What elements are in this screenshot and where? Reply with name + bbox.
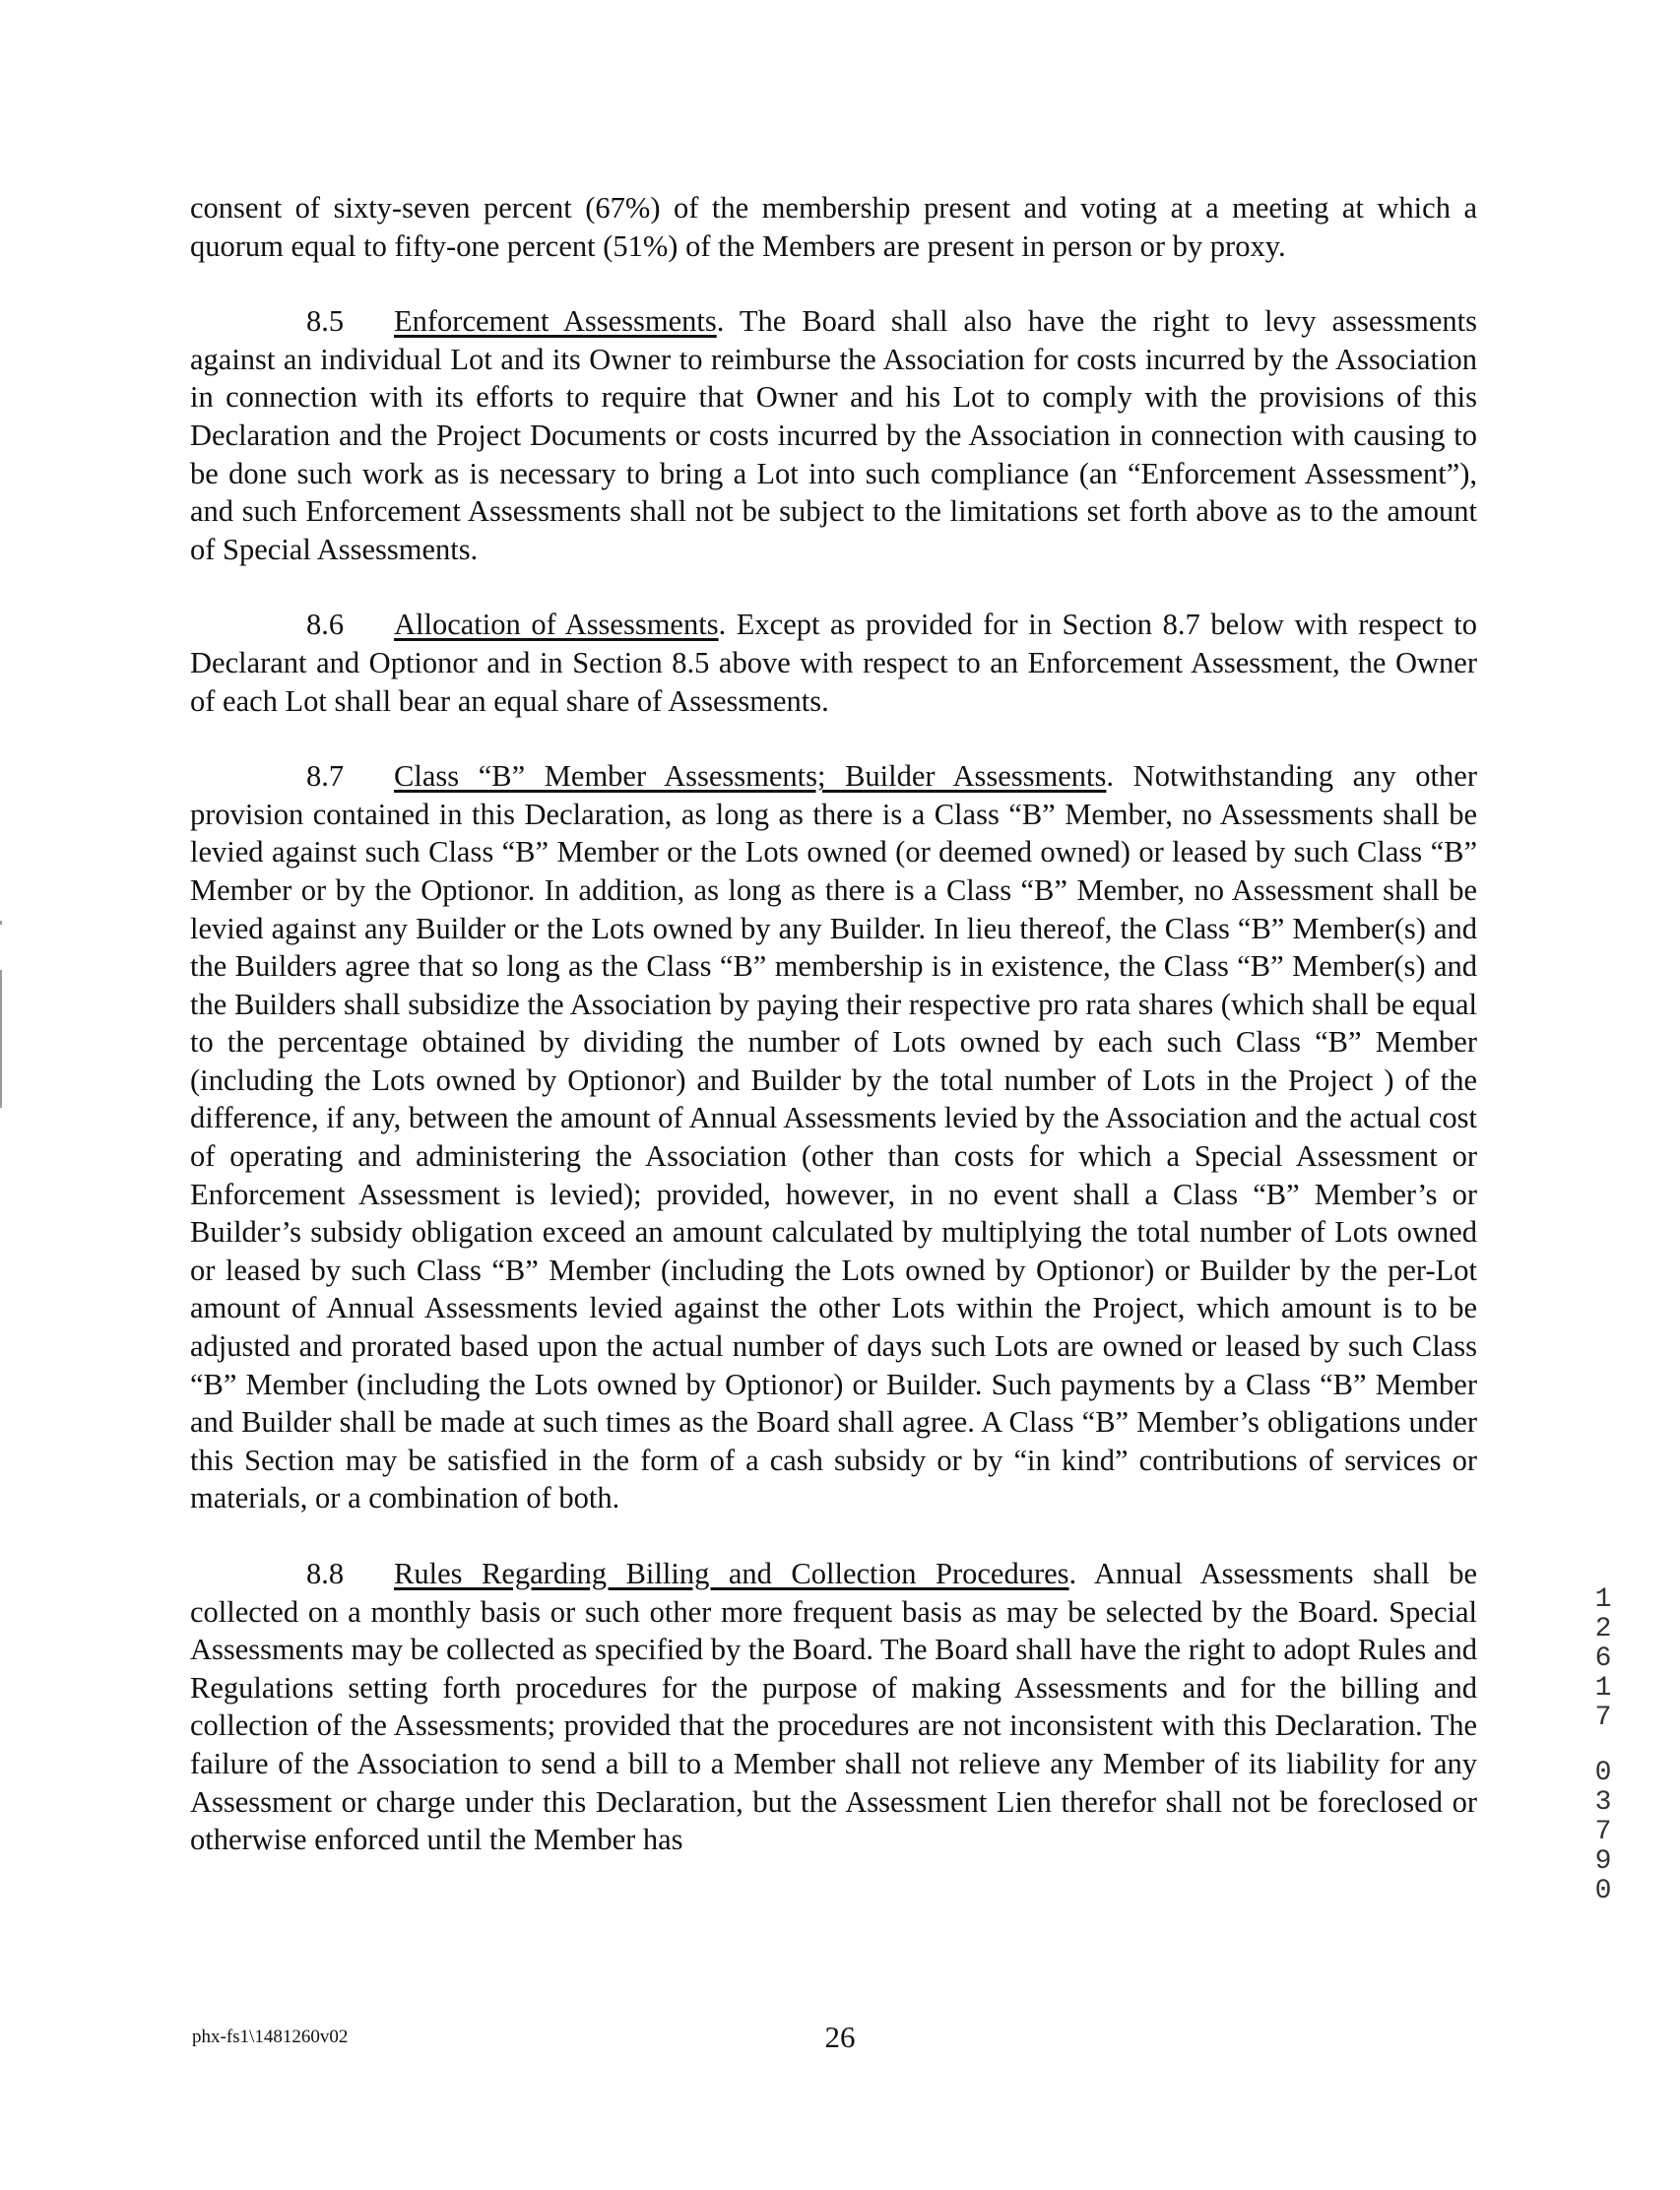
section-number: 8.6 (306, 608, 345, 642)
section-body: . Except as provided for in Section 8.7 below with respect to Declarant and Optionor and in Section 8.5 above with respect to an Enforcement Assessment, the Owner of each Lot shall bear an equal share of Assessments. (190, 608, 1477, 718)
section-number: 8.7 (306, 759, 345, 794)
stamp-digit: 6 (1594, 1643, 1612, 1674)
section-heading: Allocation of Assessments (394, 608, 719, 642)
stamp-digit: 1 (1594, 1584, 1612, 1615)
section-8-6 (190, 606, 1477, 720)
stamp-digit: 1 (1594, 1673, 1612, 1704)
stamp-digit: 9 (1594, 1846, 1612, 1877)
page-number: 26 (824, 2020, 856, 2054)
section-8-5 (190, 302, 1477, 568)
recording-number-stamp (1583, 1585, 1623, 1906)
section-number: 8.8 (306, 1557, 345, 1590)
stamp-digit: 7 (1594, 1703, 1612, 1733)
stamp-digit: 2 (1594, 1614, 1612, 1644)
paragraph-intro (190, 189, 1477, 265)
footer-document-id: phx-fs1\1481260v02 (192, 2027, 349, 2047)
scan-edge-mark (0, 970, 2, 1108)
section-body: . Annual Assessments shall be collected on a monthly basis or such other more frequent basis as may be selected by the Board. Special Assessments may be collected as specified by the Board. The Board shall have the right to adopt Rules and Regulations setting forth procedures for the purpose of making Assessments and for the billing and collection of the Assessments; provided that the procedures are not inconsistent with this Declaration. The failure of the Association to send a bill to a Member shall not relieve any Member of its liability for any Assessment or charge under this Declaration, but the Assessment Lien therefor shall not be foreclosed or otherwise enforced until the Member has (190, 1557, 1477, 1857)
section-8-8 (190, 1555, 1477, 1859)
stamp-digit: 0 (1594, 1758, 1612, 1788)
section-body: . Notwithstanding any other provision contained in this Declaration, as long as there is a Class “B” Member, no Assessments shall be levied against such Class “B” Member or the Lots owned (or deemed owned) or leased by such Class “B” Member or by the Optionor. In addition, as long as there is a Class “B” Member, no Assessment shall be levied against any Builder or the Lots owned by any Builder. In lieu thereof, the Class “B” Member(s) and the Builders agree that so long as the Class “B” membership is in existence, the Class “B” Member(s) and the Builders shall subsidize the Association by paying their respective pro rata shares (which shall be equal to the percentage obtained by dividing the number of Lots owned by each such Class “B” Member (including the Lots owned by Optionor) and Builder by the total number of Lots in the Project ) of the difference, if any, between the amount of Annual Assessments levied by the Association and the actual cost of operating and administering the Association (other than costs for which a Special Assessment or Enforcement Assessment is levied); provided, however, in no event shall a Class “B” Member’s or Builder’s subsidy obligation exceed an amount calculated by multiplying the total number of Lots owned or leased by such Class “B” Member (including the Lots owned by Optionor) or Builder by the per-Lot amount of Annual Assessments levied against the other Lots within the Project, which amount is to be adjusted and prorated based upon the actual number of days such Lots are owned or leased by such Class “B” Member (including the Lots owned by Optionor) or Builder. Such payments by a Class “B” Member and Builder shall be made at such times as the Board shall agree. A Class “B” Member’s obligations under this Section may be satisfied in the form of a cash subsidy or by “in kind” contributions of services or materials, or a combination of both. (190, 759, 1477, 1515)
scan-edge-mark (0, 921, 2, 925)
section-heading: Rules Regarding Billing and Collection Procedures (394, 1557, 1069, 1590)
stamp-spacer (1583, 1733, 1623, 1759)
paragraph-intro-text: consent of sixty-seven percent (67%) of the membership present and voting at a meeting at which a quorum equal to fifty-one percent (51%) of the Members are present in person or by proxy. (190, 191, 1477, 263)
section-8-7 (190, 757, 1477, 1517)
section-heading: Enforcement Assessments (394, 304, 717, 339)
document-body (190, 189, 1477, 1859)
section-number: 8.5 (306, 304, 345, 339)
section-body: . The Board shall also have the right to levy assessments against an individual Lot and its Owner to reimburse the Association for costs incurred by the Association in connection with its efforts to require that Owner and his Lot to comply with the provisions of this Declaration and the Project Documents or costs incurred by the Association in connection with causing to be done such work as is necessary to bring a Lot into such compliance (an “Enforcement Assessment”), and such Enforcement Assessments shall not be subject to the limitations set forth above as to the amount of Special Assessments. (190, 304, 1477, 566)
stamp-digit: 3 (1594, 1787, 1612, 1818)
stamp-digit: 0 (1594, 1876, 1612, 1906)
stamp-digit: 7 (1594, 1817, 1612, 1847)
section-heading: Class “B” Member Assessments; Builder Assessments (394, 759, 1107, 794)
